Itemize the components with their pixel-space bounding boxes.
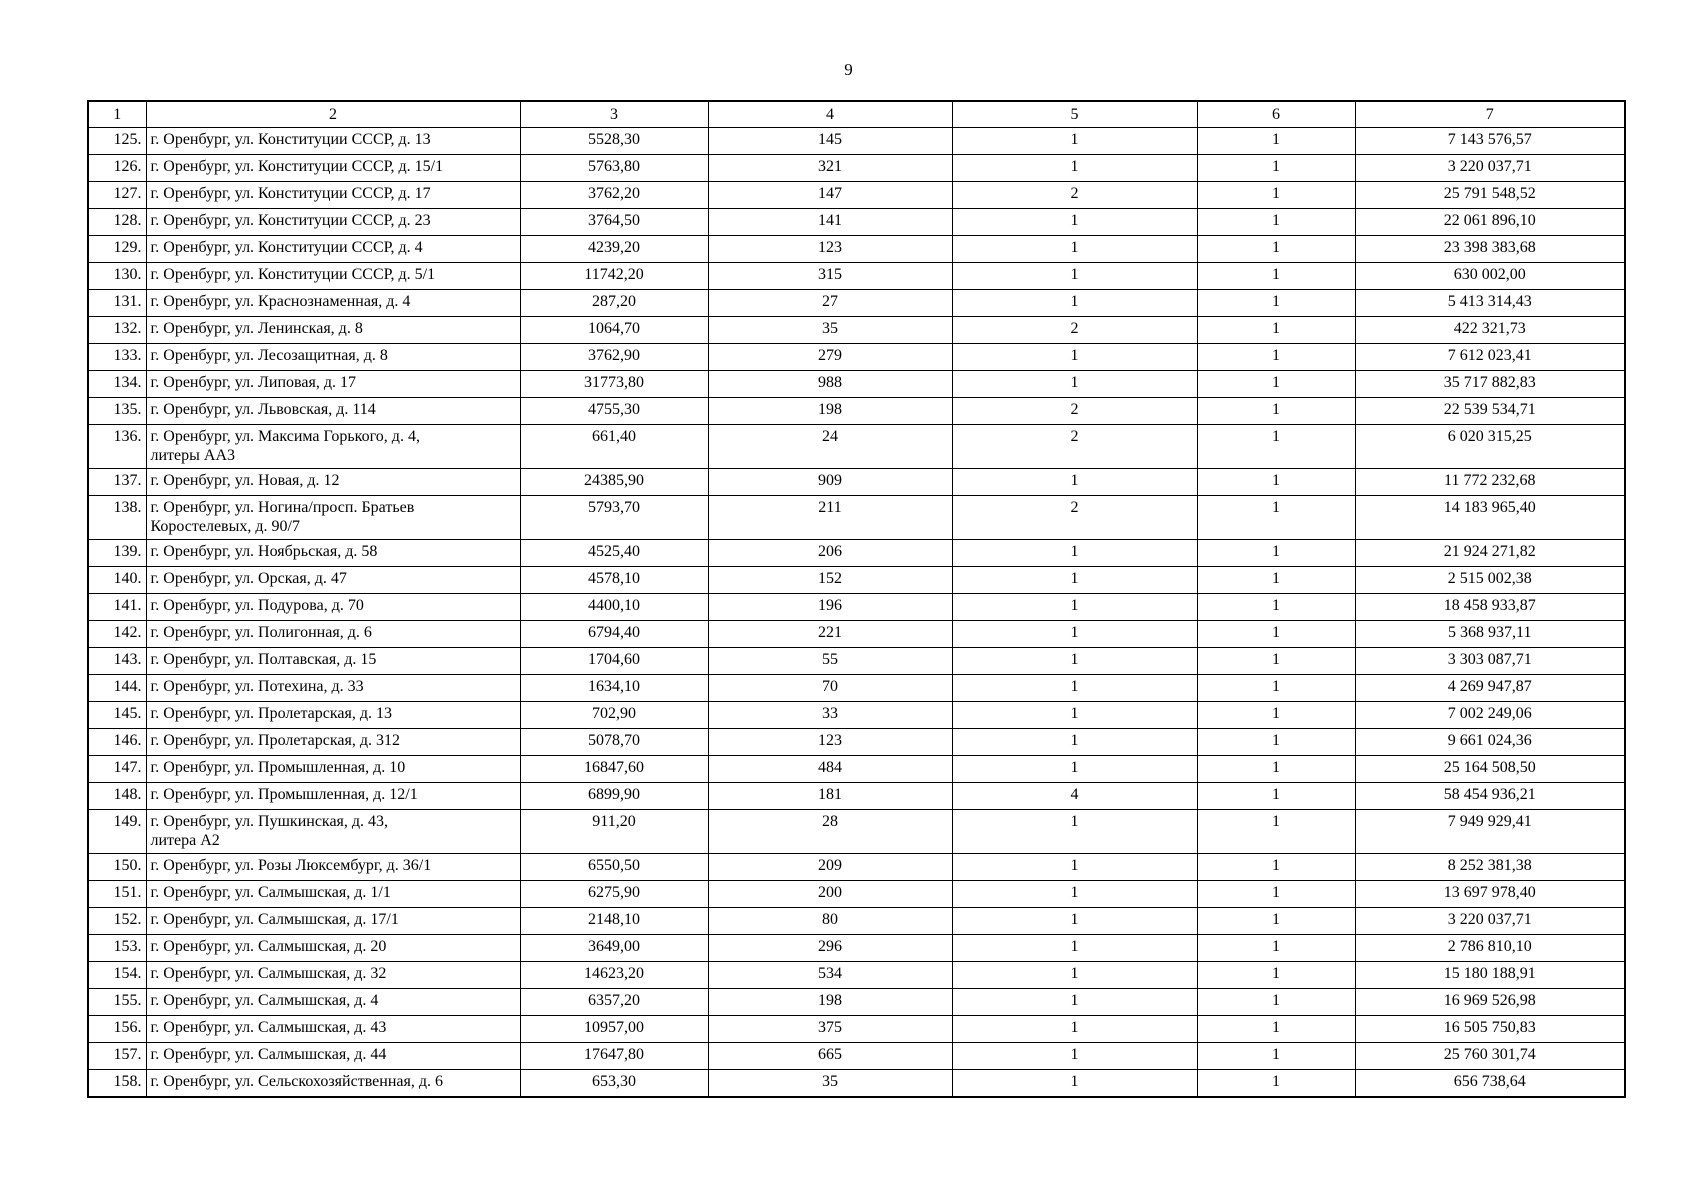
cell-area: 653,30 (520, 1070, 708, 1098)
cell-row-number: 128. (88, 209, 146, 236)
cell-area: 6550,50 (520, 854, 708, 881)
cell-residents: 27 (708, 290, 952, 317)
cell-area: 11742,20 (520, 263, 708, 290)
cell-count-5: 1 (952, 594, 1197, 621)
cell-count-6: 1 (1197, 290, 1355, 317)
cell-count-6: 1 (1197, 881, 1355, 908)
cell-row-number: 133. (88, 344, 146, 371)
table-row (88, 371, 1625, 398)
cell-residents: 988 (708, 371, 952, 398)
cell-row-number: 148. (88, 783, 146, 810)
cell-row-number: 144. (88, 675, 146, 702)
cell-count-6: 1 (1197, 783, 1355, 810)
cell-count-5: 1 (952, 989, 1197, 1016)
cell-area: 3764,50 (520, 209, 708, 236)
cell-count-5: 4 (952, 783, 1197, 810)
cell-amount: 7 949 929,41 (1355, 810, 1625, 854)
cell-amount: 3 220 037,71 (1355, 155, 1625, 182)
cell-row-number: 154. (88, 962, 146, 989)
cell-count-5: 2 (952, 317, 1197, 344)
cell-row-number: 140. (88, 567, 146, 594)
cell-area: 2148,10 (520, 908, 708, 935)
table-row (88, 182, 1625, 209)
table-row (88, 1043, 1625, 1070)
cell-amount: 630 002,00 (1355, 263, 1625, 290)
cell-residents: 152 (708, 567, 952, 594)
cell-residents: 123 (708, 729, 952, 756)
cell-residents: 147 (708, 182, 952, 209)
cell-area: 4400,10 (520, 594, 708, 621)
cell-count-6: 1 (1197, 648, 1355, 675)
cell-amount: 25 760 301,74 (1355, 1043, 1625, 1070)
cell-count-5: 1 (952, 648, 1197, 675)
cell-amount: 15 180 188,91 (1355, 962, 1625, 989)
cell-count-6: 1 (1197, 702, 1355, 729)
cell-address: г. Оренбург, ул. Салмышская, д. 43 (146, 1016, 520, 1043)
cell-row-number: 150. (88, 854, 146, 881)
cell-row-number: 138. (88, 496, 146, 540)
cell-address: г. Оренбург, ул. Пушкинская, д. 43, литера А2 (146, 810, 520, 854)
cell-area: 14623,20 (520, 962, 708, 989)
cell-residents: 909 (708, 469, 952, 496)
cell-count-6: 1 (1197, 908, 1355, 935)
cell-area: 1064,70 (520, 317, 708, 344)
cell-count-5: 2 (952, 398, 1197, 425)
cell-count-5: 1 (952, 881, 1197, 908)
cell-area: 4755,30 (520, 398, 708, 425)
cell-amount: 7 612 023,41 (1355, 344, 1625, 371)
cell-residents: 200 (708, 881, 952, 908)
cell-count-6: 1 (1197, 182, 1355, 209)
cell-count-5: 1 (952, 621, 1197, 648)
cell-amount: 5 413 314,43 (1355, 290, 1625, 317)
cell-address: г. Оренбург, ул. Салмышская, д. 44 (146, 1043, 520, 1070)
cell-count-6: 1 (1197, 1043, 1355, 1070)
cell-count-6: 1 (1197, 854, 1355, 881)
cell-count-5: 1 (952, 236, 1197, 263)
header-cell-7: 7 (1355, 101, 1625, 128)
cell-address: г. Оренбург, ул. Конституции СССР, д. 15/1 (146, 155, 520, 182)
cell-residents: 24 (708, 425, 952, 469)
cell-row-number: 147. (88, 756, 146, 783)
cell-count-6: 1 (1197, 989, 1355, 1016)
cell-count-6: 1 (1197, 425, 1355, 469)
table-row (88, 540, 1625, 567)
cell-count-5: 1 (952, 567, 1197, 594)
cell-address: г. Оренбург, ул. Полигонная, д. 6 (146, 621, 520, 648)
cell-residents: 35 (708, 1070, 952, 1098)
cell-address: г. Оренбург, ул. Салмышская, д. 20 (146, 935, 520, 962)
cell-amount: 7 143 576,57 (1355, 128, 1625, 155)
cell-row-number: 142. (88, 621, 146, 648)
cell-amount: 14 183 965,40 (1355, 496, 1625, 540)
cell-area: 287,20 (520, 290, 708, 317)
cell-address: г. Оренбург, ул. Пролетарская, д. 13 (146, 702, 520, 729)
header-row (88, 101, 1625, 128)
table-row (88, 155, 1625, 182)
cell-count-6: 1 (1197, 128, 1355, 155)
table-row (88, 756, 1625, 783)
cell-row-number: 143. (88, 648, 146, 675)
cell-amount: 18 458 933,87 (1355, 594, 1625, 621)
cell-address: г. Оренбург, ул. Салмышская, д. 32 (146, 962, 520, 989)
cell-residents: 123 (708, 236, 952, 263)
table-row (88, 398, 1625, 425)
table-row (88, 594, 1625, 621)
cell-residents: 198 (708, 398, 952, 425)
cell-count-5: 1 (952, 128, 1197, 155)
header-cell-2: 2 (146, 101, 520, 128)
cell-count-6: 1 (1197, 756, 1355, 783)
cell-amount: 5 368 937,11 (1355, 621, 1625, 648)
cell-count-6: 1 (1197, 344, 1355, 371)
cell-amount: 9 661 024,36 (1355, 729, 1625, 756)
cell-count-5: 1 (952, 540, 1197, 567)
cell-count-5: 2 (952, 496, 1197, 540)
cell-count-5: 1 (952, 675, 1197, 702)
cell-amount: 8 252 381,38 (1355, 854, 1625, 881)
cell-amount: 13 697 978,40 (1355, 881, 1625, 908)
cell-area: 661,40 (520, 425, 708, 469)
table-row (88, 317, 1625, 344)
cell-count-6: 1 (1197, 496, 1355, 540)
cell-residents: 55 (708, 648, 952, 675)
table-row (88, 469, 1625, 496)
cell-amount: 22 061 896,10 (1355, 209, 1625, 236)
table-row (88, 935, 1625, 962)
cell-area: 16847,60 (520, 756, 708, 783)
cell-address: г. Оренбург, ул. Конституции СССР, д. 23 (146, 209, 520, 236)
cell-address: г. Оренбург, ул. Конституции СССР, д. 5/1 (146, 263, 520, 290)
cell-row-number: 126. (88, 155, 146, 182)
cell-amount: 22 539 534,71 (1355, 398, 1625, 425)
cell-count-6: 1 (1197, 155, 1355, 182)
cell-area: 10957,00 (520, 1016, 708, 1043)
cell-row-number: 146. (88, 729, 146, 756)
cell-residents: 196 (708, 594, 952, 621)
cell-count-5: 1 (952, 854, 1197, 881)
cell-address: г. Оренбург, ул. Максима Горького, д. 4, литеры АА3 (146, 425, 520, 469)
cell-amount: 25 164 508,50 (1355, 756, 1625, 783)
cell-amount: 16 969 526,98 (1355, 989, 1625, 1016)
cell-count-5: 1 (952, 290, 1197, 317)
cell-row-number: 139. (88, 540, 146, 567)
cell-amount: 2 515 002,38 (1355, 567, 1625, 594)
cell-count-5: 1 (952, 729, 1197, 756)
cell-count-6: 1 (1197, 209, 1355, 236)
cell-row-number: 135. (88, 398, 146, 425)
cell-address: г. Оренбург, ул. Пролетарская, д. 312 (146, 729, 520, 756)
cell-amount: 7 002 249,06 (1355, 702, 1625, 729)
cell-count-6: 1 (1197, 729, 1355, 756)
cell-address: г. Оренбург, ул. Салмышская, д. 4 (146, 989, 520, 1016)
cell-address: г. Оренбург, ул. Полтавская, д. 15 (146, 648, 520, 675)
cell-count-6: 1 (1197, 540, 1355, 567)
cell-residents: 80 (708, 908, 952, 935)
cell-residents: 211 (708, 496, 952, 540)
cell-count-5: 1 (952, 155, 1197, 182)
cell-row-number: 137. (88, 469, 146, 496)
table-row (88, 344, 1625, 371)
cell-area: 4525,40 (520, 540, 708, 567)
cell-row-number: 157. (88, 1043, 146, 1070)
cell-amount: 35 717 882,83 (1355, 371, 1625, 398)
cell-area: 4578,10 (520, 567, 708, 594)
cell-residents: 70 (708, 675, 952, 702)
cell-count-5: 1 (952, 1070, 1197, 1098)
cell-count-6: 1 (1197, 1016, 1355, 1043)
table-row (88, 729, 1625, 756)
cell-address: г. Оренбург, ул. Потехина, д. 33 (146, 675, 520, 702)
cell-count-6: 1 (1197, 371, 1355, 398)
table-row (88, 425, 1625, 469)
cell-row-number: 153. (88, 935, 146, 962)
cell-residents: 209 (708, 854, 952, 881)
cell-count-5: 1 (952, 1043, 1197, 1070)
cell-address: г. Оренбург, ул. Конституции СССР, д. 4 (146, 236, 520, 263)
buildings-table (87, 100, 1626, 1098)
cell-area: 31773,80 (520, 371, 708, 398)
cell-area: 6275,90 (520, 881, 708, 908)
cell-area: 1634,10 (520, 675, 708, 702)
cell-row-number: 156. (88, 1016, 146, 1043)
cell-address: г. Оренбург, ул. Конституции СССР, д. 17 (146, 182, 520, 209)
cell-row-number: 130. (88, 263, 146, 290)
cell-row-number: 132. (88, 317, 146, 344)
cell-area: 4239,20 (520, 236, 708, 263)
cell-count-5: 1 (952, 702, 1197, 729)
table-row (88, 989, 1625, 1016)
table-row (88, 263, 1625, 290)
header-cell-5: 5 (952, 101, 1197, 128)
cell-row-number: 129. (88, 236, 146, 263)
cell-count-6: 1 (1197, 317, 1355, 344)
page-number: 9 (844, 60, 853, 79)
table-row (88, 675, 1625, 702)
cell-row-number: 158. (88, 1070, 146, 1098)
cell-count-6: 1 (1197, 567, 1355, 594)
cell-count-6: 1 (1197, 935, 1355, 962)
table-row (88, 783, 1625, 810)
cell-area: 5793,70 (520, 496, 708, 540)
cell-area: 5763,80 (520, 155, 708, 182)
cell-area: 17647,80 (520, 1043, 708, 1070)
cell-residents: 375 (708, 1016, 952, 1043)
cell-count-6: 1 (1197, 263, 1355, 290)
table-row (88, 648, 1625, 675)
cell-area: 3762,90 (520, 344, 708, 371)
cell-address: г. Оренбург, ул. Промышленная, д. 10 (146, 756, 520, 783)
table-row (88, 209, 1625, 236)
cell-count-5: 1 (952, 962, 1197, 989)
cell-count-5: 1 (952, 371, 1197, 398)
cell-residents: 279 (708, 344, 952, 371)
table-row (88, 1016, 1625, 1043)
cell-amount: 4 269 947,87 (1355, 675, 1625, 702)
cell-residents: 181 (708, 783, 952, 810)
cell-residents: 221 (708, 621, 952, 648)
table-row (88, 496, 1625, 540)
cell-amount: 16 505 750,83 (1355, 1016, 1625, 1043)
cell-address: г. Оренбург, ул. Ноябрьская, д. 58 (146, 540, 520, 567)
cell-row-number: 145. (88, 702, 146, 729)
cell-count-6: 1 (1197, 810, 1355, 854)
cell-amount: 58 454 936,21 (1355, 783, 1625, 810)
cell-address: г. Оренбург, ул. Конституции СССР, д. 13 (146, 128, 520, 155)
cell-row-number: 134. (88, 371, 146, 398)
cell-row-number: 151. (88, 881, 146, 908)
cell-row-number: 131. (88, 290, 146, 317)
cell-address: г. Оренбург, ул. Орская, д. 47 (146, 567, 520, 594)
cell-residents: 321 (708, 155, 952, 182)
cell-count-5: 1 (952, 263, 1197, 290)
cell-residents: 296 (708, 935, 952, 962)
cell-address: г. Оренбург, ул. Промышленная, д. 12/1 (146, 783, 520, 810)
cell-count-5: 1 (952, 469, 1197, 496)
cell-area: 3649,00 (520, 935, 708, 962)
cell-count-5: 2 (952, 425, 1197, 469)
cell-residents: 33 (708, 702, 952, 729)
cell-row-number: 155. (88, 989, 146, 1016)
cell-count-6: 1 (1197, 398, 1355, 425)
cell-residents: 28 (708, 810, 952, 854)
cell-count-6: 1 (1197, 594, 1355, 621)
table-row (88, 128, 1625, 155)
cell-address: г. Оренбург, ул. Лесозащитная, д. 8 (146, 344, 520, 371)
cell-area: 5078,70 (520, 729, 708, 756)
table-row (88, 236, 1625, 263)
cell-amount: 3 220 037,71 (1355, 908, 1625, 935)
cell-address: г. Оренбург, ул. Краснознаменная, д. 4 (146, 290, 520, 317)
cell-amount: 422 321,73 (1355, 317, 1625, 344)
cell-amount: 656 738,64 (1355, 1070, 1625, 1098)
cell-count-6: 1 (1197, 1070, 1355, 1098)
cell-count-6: 1 (1197, 675, 1355, 702)
cell-count-6: 1 (1197, 962, 1355, 989)
cell-residents: 198 (708, 989, 952, 1016)
cell-count-6: 1 (1197, 621, 1355, 648)
header-cell-4: 4 (708, 101, 952, 128)
header-cell-1: 1 (88, 101, 146, 128)
cell-count-5: 1 (952, 209, 1197, 236)
cell-amount: 23 398 383,68 (1355, 236, 1625, 263)
cell-count-5: 1 (952, 1016, 1197, 1043)
table-body (88, 101, 1625, 1097)
table-row (88, 567, 1625, 594)
table-row (88, 881, 1625, 908)
table-row (88, 962, 1625, 989)
cell-residents: 484 (708, 756, 952, 783)
header-cell-6: 6 (1197, 101, 1355, 128)
table-row (88, 621, 1625, 648)
cell-address: г. Оренбург, ул. Новая, д. 12 (146, 469, 520, 496)
cell-area: 6899,90 (520, 783, 708, 810)
cell-count-6: 1 (1197, 236, 1355, 263)
cell-row-number: 152. (88, 908, 146, 935)
cell-count-5: 1 (952, 810, 1197, 854)
cell-row-number: 136. (88, 425, 146, 469)
header-cell-3: 3 (520, 101, 708, 128)
cell-residents: 665 (708, 1043, 952, 1070)
table-row (88, 810, 1625, 854)
cell-residents: 206 (708, 540, 952, 567)
cell-address: г. Оренбург, ул. Ногина/просп. Братьев Коростелевых, д. 90/7 (146, 496, 520, 540)
cell-residents: 141 (708, 209, 952, 236)
cell-residents: 145 (708, 128, 952, 155)
cell-count-5: 1 (952, 756, 1197, 783)
cell-address: г. Оренбург, ул. Подурова, д. 70 (146, 594, 520, 621)
cell-address: г. Оренбург, ул. Сельскохозяйственная, д. 6 (146, 1070, 520, 1098)
cell-count-5: 1 (952, 344, 1197, 371)
cell-row-number: 141. (88, 594, 146, 621)
table-row (88, 1070, 1625, 1098)
table-row (88, 854, 1625, 881)
cell-address: г. Оренбург, ул. Салмышская, д. 1/1 (146, 881, 520, 908)
cell-residents: 35 (708, 317, 952, 344)
cell-residents: 534 (708, 962, 952, 989)
cell-area: 3762,20 (520, 182, 708, 209)
table-row (88, 702, 1625, 729)
cell-area: 6794,40 (520, 621, 708, 648)
table-row (88, 290, 1625, 317)
cell-address: г. Оренбург, ул. Львовская, д. 114 (146, 398, 520, 425)
cell-area: 1704,60 (520, 648, 708, 675)
cell-amount: 3 303 087,71 (1355, 648, 1625, 675)
cell-address: г. Оренбург, ул. Ленинская, д. 8 (146, 317, 520, 344)
cell-amount: 25 791 548,52 (1355, 182, 1625, 209)
cell-address: г. Оренбург, ул. Розы Люксембург, д. 36/1 (146, 854, 520, 881)
cell-residents: 315 (708, 263, 952, 290)
cell-area: 6357,20 (520, 989, 708, 1016)
cell-address: г. Оренбург, ул. Липовая, д. 17 (146, 371, 520, 398)
cell-amount: 11 772 232,68 (1355, 469, 1625, 496)
cell-row-number: 127. (88, 182, 146, 209)
cell-count-6: 1 (1197, 469, 1355, 496)
table-row (88, 908, 1625, 935)
cell-address: г. Оренбург, ул. Салмышская, д. 17/1 (146, 908, 520, 935)
cell-count-5: 1 (952, 935, 1197, 962)
cell-count-5: 1 (952, 908, 1197, 935)
cell-area: 5528,30 (520, 128, 708, 155)
cell-row-number: 125. (88, 128, 146, 155)
cell-area: 702,90 (520, 702, 708, 729)
cell-row-number: 149. (88, 810, 146, 854)
cell-area: 911,20 (520, 810, 708, 854)
cell-amount: 6 020 315,25 (1355, 425, 1625, 469)
cell-area: 24385,90 (520, 469, 708, 496)
cell-count-5: 2 (952, 182, 1197, 209)
cell-amount: 2 786 810,10 (1355, 935, 1625, 962)
cell-amount: 21 924 271,82 (1355, 540, 1625, 567)
